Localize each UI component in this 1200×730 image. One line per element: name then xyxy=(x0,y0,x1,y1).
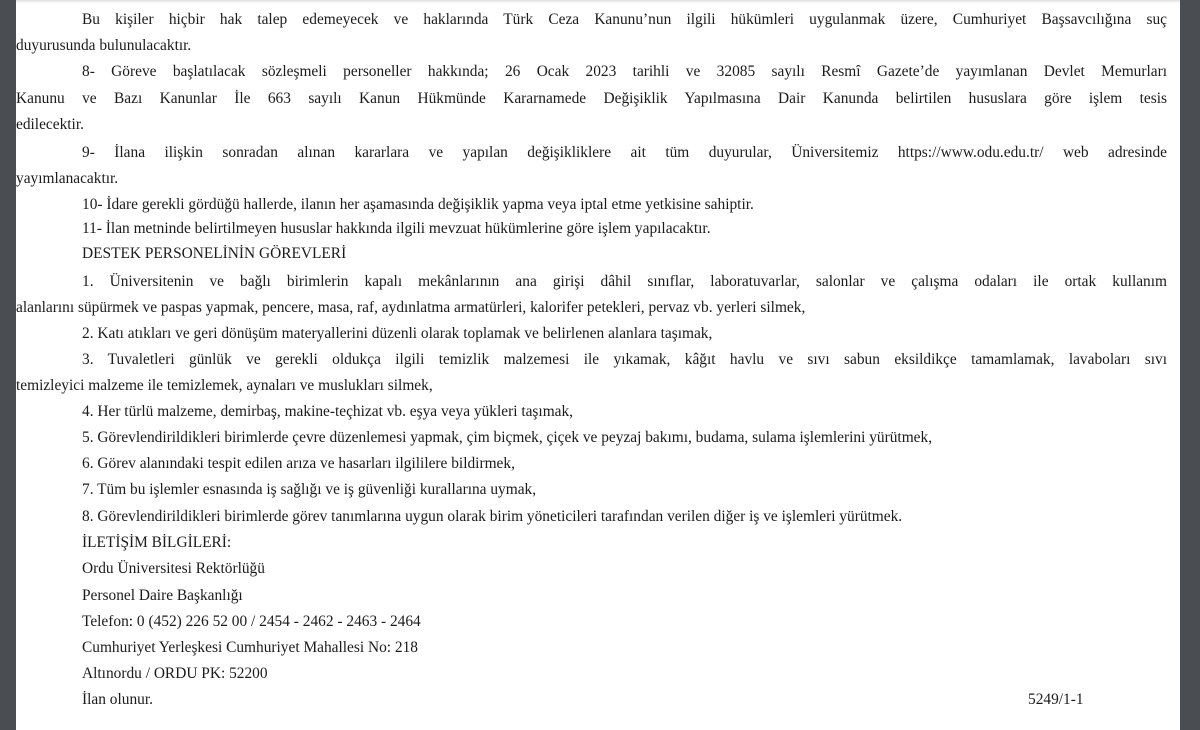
viewer-left-gutter xyxy=(0,0,16,730)
paragraph-7-line-1: Bu kişiler hiçbir hak talep edemeyecek ve haklarında Türk Ceza Kanunu’nun ilgili hükümleri uygulanmak üzere, Cumhuriyet Başsavcılığına suç xyxy=(82,11,1167,28)
viewer-right-gutter xyxy=(1180,0,1200,730)
duty-1-line-2: alanlarını süpürmek ve paspas yapmak, pencere, masa, raf, aydınlatma armatürleri, kalorifer petekleri, pervaz vb. yerleri silmek, xyxy=(16,299,806,316)
reference-number: 5249/1-1 xyxy=(1028,691,1084,708)
closing-text: İlan olunur. xyxy=(82,691,153,708)
contact-phone: Telefon: 0 (452) 226 52 00 / 2454 - 2462 - 2463 - 2464 xyxy=(82,613,421,630)
contact-address: Cumhuriyet Yerleşkesi Cumhuriyet Mahallesi No: 218 xyxy=(82,639,418,656)
paragraph-11: 11- İlan metninde belirtilmeyen hususlar hakkında ilgili mevzuat hükümlerine göre işlem yapılacaktır. xyxy=(82,220,711,237)
contact-city: Altınordu / ORDU PK: 52200 xyxy=(82,665,268,682)
duty-4: 4. Her türlü malzeme, demirbaş, makine-teçhizat vb. eşya veya yükleri taşımak, xyxy=(82,403,574,420)
duties-heading: DESTEK PERSONELİNİN GÖREVLERİ xyxy=(82,245,347,262)
duty-2: 2. Katı atıkları ve geri dönüşüm materyallerini düzenli olarak toplamak ve belirlenen alanlara taşımak, xyxy=(82,325,713,342)
contact-institution: Ordu Üniversitesi Rektörlüğü xyxy=(82,560,265,577)
duty-5: 5. Görevlendirildikleri birimlerde çevre düzenlemesi yapmak, çim biçmek, çiçek ve peyzaj bakımı, budama, sulama işlemlerini yürütmek, xyxy=(82,429,933,446)
paragraph-9-line-1: 9- İlana ilişkin sonradan alınan kararlara ve yapılan değişikliklere ait tüm duyurular, Üniversitemiz https://www.odu.edu.tr/ web adresinde xyxy=(82,144,1167,161)
duty-3-line-2: temizleyici malzeme ile temizlemek, aynaları ve muslukları silmek, xyxy=(16,377,433,394)
contact-heading: İLETİŞİM BİLGİLERİ: xyxy=(82,534,232,551)
contact-department: Personel Daire Başkanlığı xyxy=(82,587,243,604)
paragraph-10: 10- İdare gerekli gördüğü hallerde, ilanın her aşamasında değişiklik yapma veya iptal etme yetkisine sahiptir. xyxy=(82,196,754,213)
duty-7: 7. Tüm bu işlemler esnasında iş sağlığı ve iş güvenliği kurallarına uymak, xyxy=(82,481,537,498)
duty-6: 6. Görev alanındaki tespit edilen arıza ve hasarları ilgililere bildirmek, xyxy=(82,455,515,472)
paragraph-7-line-2: duyurusunda bulunulacaktır. xyxy=(16,37,192,54)
paragraph-8-line-1: 8- Göreve başlatılacak sözleşmeli personeller hakkında; 26 Ocak 2023 tarihli ve 32085 sayılı Resmî Gazete’de yayımlanan Devlet Memurları xyxy=(82,63,1167,80)
paragraph-8-line-3: edilecektir. xyxy=(16,116,84,133)
paragraph-9-line-2: yayımlanacaktır. xyxy=(16,170,119,187)
duty-1-line-1: 1. Üniversitenin ve bağlı birimlerin kapalı mekânlarının ana girişi dâhil sınıflar, laboratuvarlar, salonlar ve çalışma odaları ile ortak kullanım xyxy=(82,273,1167,290)
duty-8: 8. Görevlendirildikleri birimlerde görev tanımlarına uygun olarak birim yöneticileri tarafından verilen diğer iş ve işlemleri yürütmek. xyxy=(82,508,903,525)
duty-3-line-1: 3. Tuvaletleri günlük ve gerekli oldukça ilgili temizlik malzemesi ile yıkamak, kâğıt havlu ve sıvı sabun eksildikçe tamamlamak, lavaboları sıvı xyxy=(82,351,1167,368)
paragraph-8-line-2: Kanunu ve Bazı Kanunlar İle 663 sayılı Kanun Hükmünde Kararnamede Değişiklik Yapılmasına Dair Kanunda belirtilen hususlara göre işlem tesis xyxy=(16,90,1167,107)
document-page xyxy=(16,0,1180,730)
